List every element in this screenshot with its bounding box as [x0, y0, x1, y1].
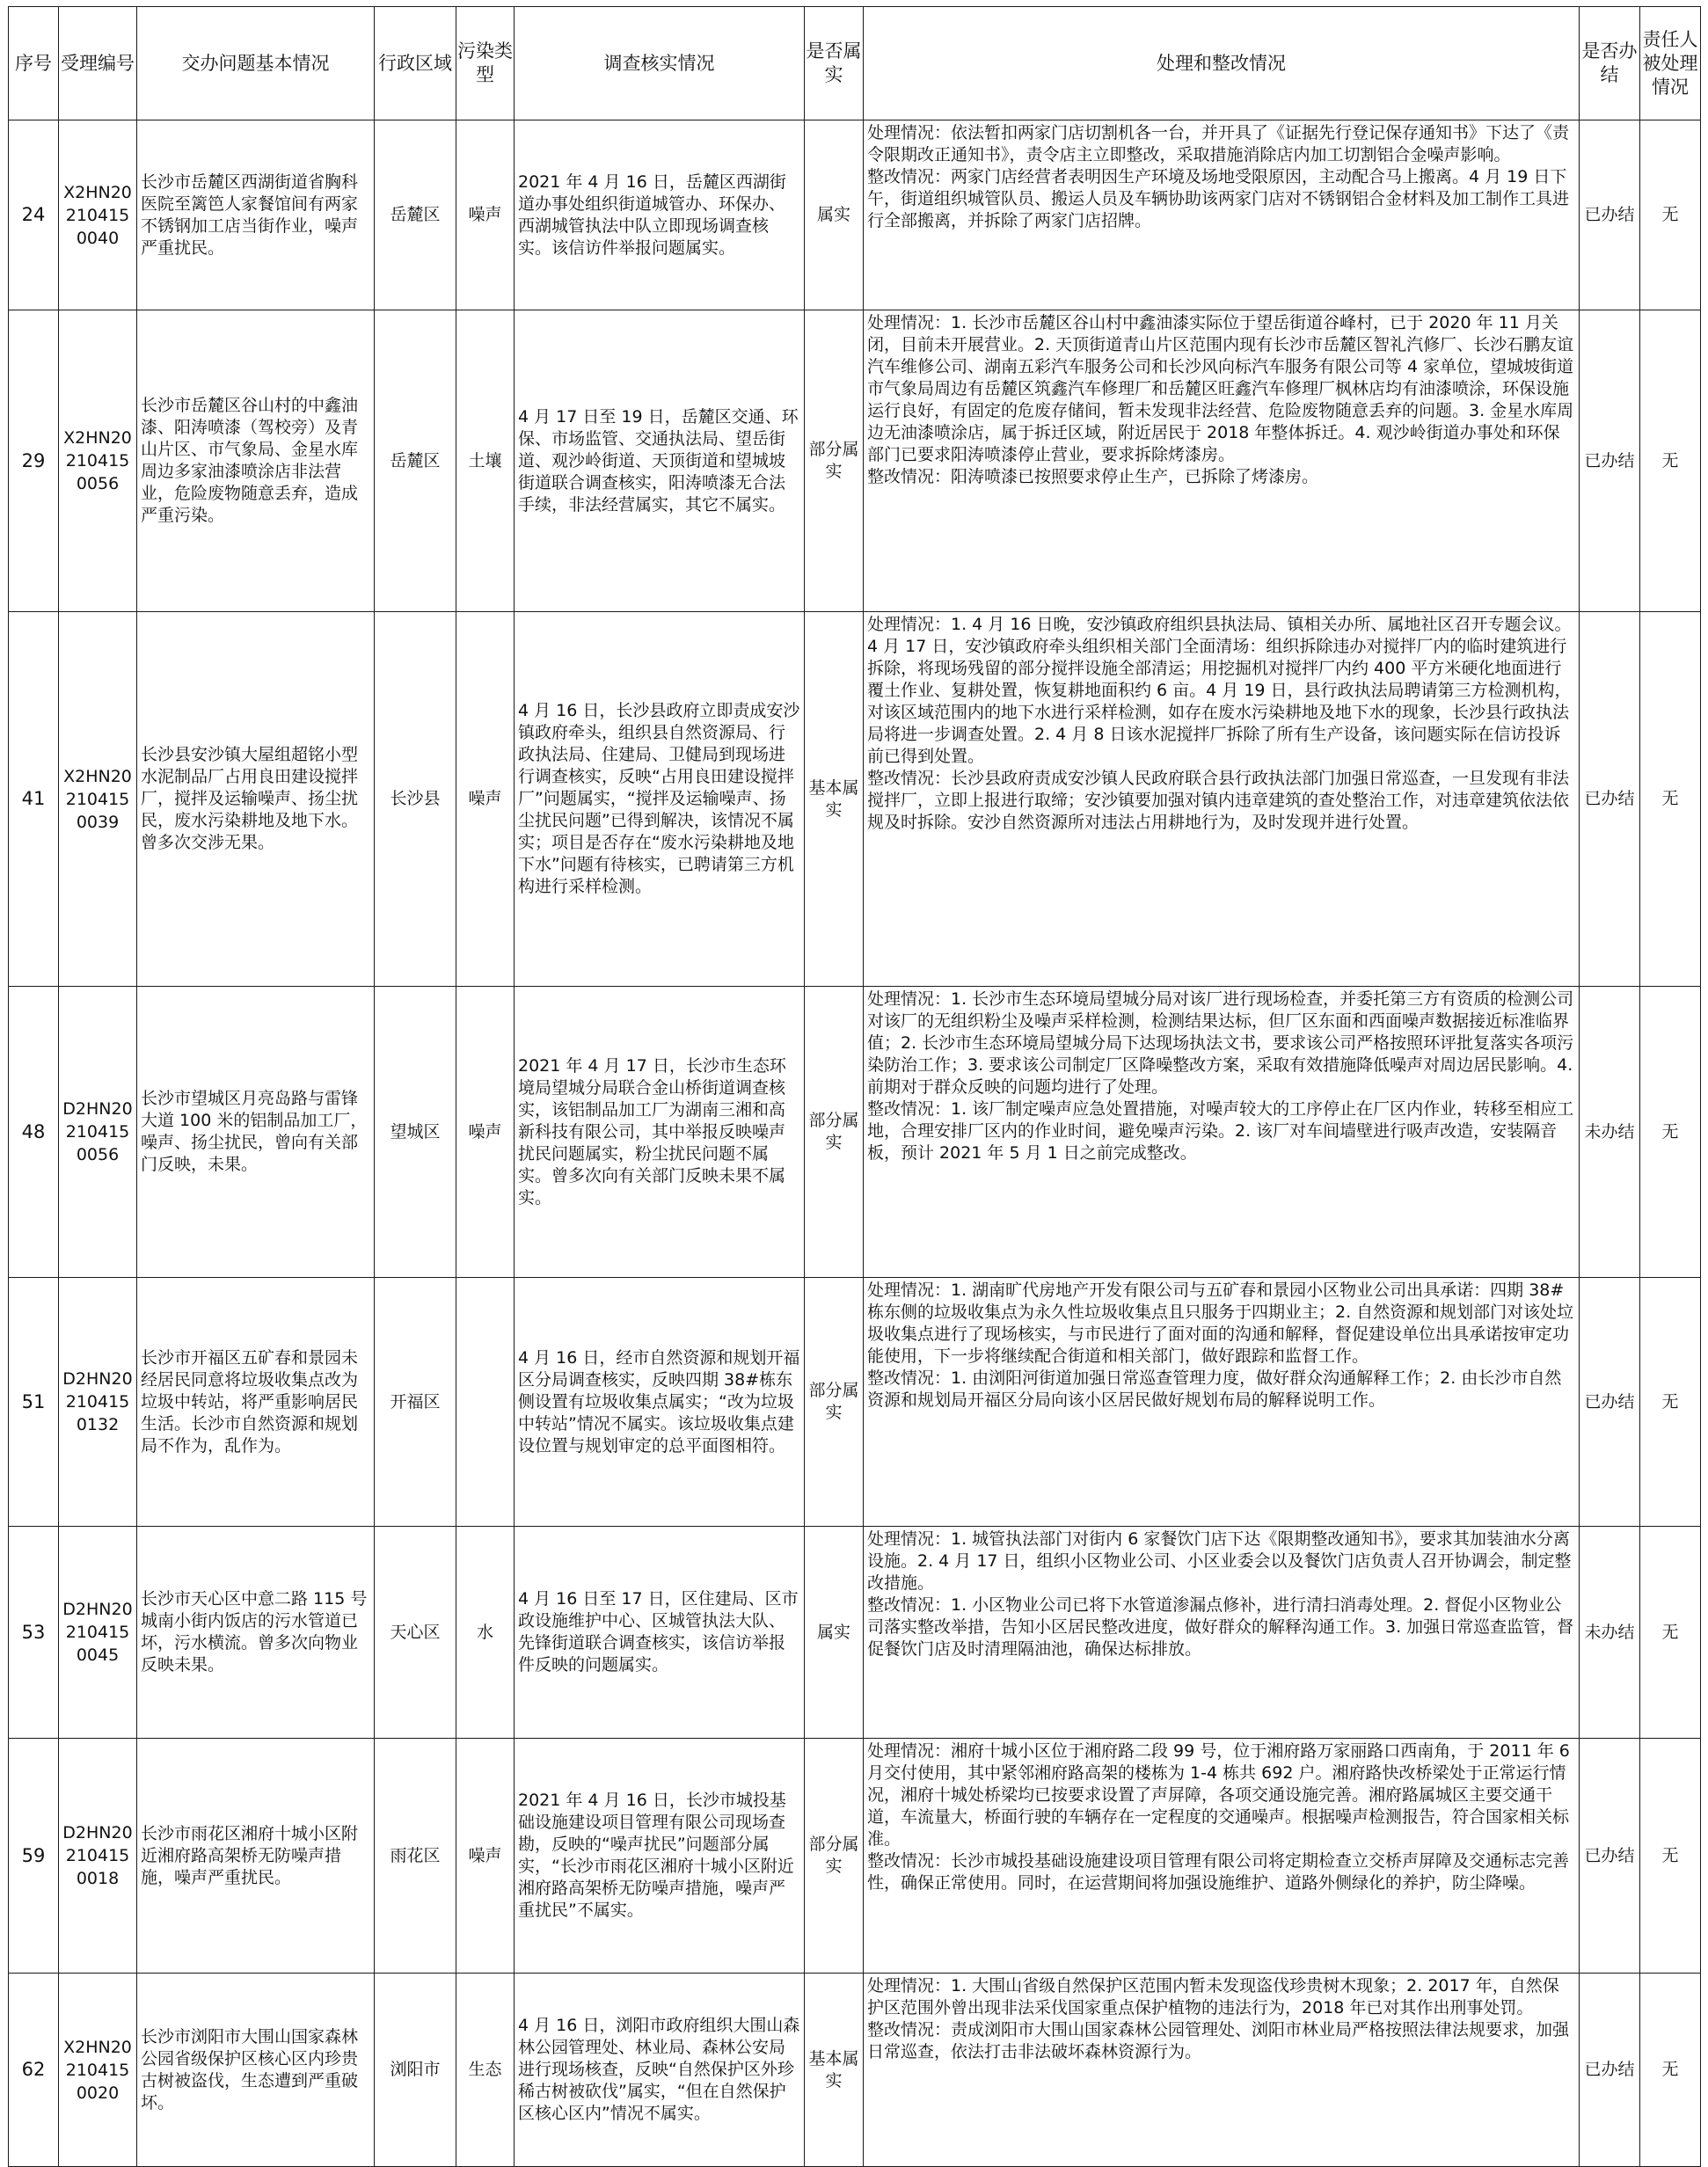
- cell-code: X2HN20210415 0020: [59, 1974, 137, 2167]
- cell-is-true: 部分属实: [805, 1278, 864, 1527]
- cell-seq: 29: [9, 310, 59, 612]
- cell-code: D2HN20210415 0056: [59, 987, 137, 1278]
- cell-completed: 已办结: [1580, 310, 1640, 612]
- handling-process: 处理情况：1. 城管执法部门对街内 6 家餐饮门店下达《限期整改通知书》，要求其加装油水分离设施。2. 4 月 17 日，组织小区物业公司、小区业委会以及餐饮门店负责人召开协调会，制定整改措施。: [867, 1529, 1572, 1593]
- cell-handling: [864, 1527, 1580, 1739]
- cell-code: D2HN20210415 0018: [59, 1739, 137, 1974]
- cell-accountability: 无: [1640, 987, 1701, 1278]
- cell-is-true: 部分属实: [805, 1739, 864, 1974]
- handling-rectification: 整改情况：长沙县政府责成安沙镇人民政府联合县行政执法部门加强日常巡查，一旦发现有非法搅拌厂，立即上报进行取缔；安沙镇要加强对镇内违章建筑的查处整治工作，对违章建筑依法依规及时拆除。安沙自然资源所对违法占用耕地行为，及时发现并进行处置。: [867, 769, 1570, 832]
- cell-problem: 长沙市望城区月亮岛路与雷锋大道 100 米的铝制品加工厂，噪声、扬尘扰民，曾向有关部门反映，未果。: [137, 987, 375, 1278]
- table-row: [9, 120, 1701, 310]
- cell-handling: [864, 120, 1580, 310]
- cell-pollution: 土壤: [456, 310, 515, 612]
- cell-investigation: 4 月 17 日至 19 日，岳麓区交通、环保、市场监管、交通执法局、望岳街道、观沙岭街道、天顶街道和望城坡街道联合调查核实，阳涛喷漆无合法手续，非法经营属实，其它不属实。: [515, 310, 805, 612]
- cell-is-true: 基本属实: [805, 612, 864, 987]
- cell-seq: 51: [9, 1278, 59, 1527]
- cell-accountability: 无: [1640, 1527, 1701, 1739]
- cell-accountability: 无: [1640, 612, 1701, 987]
- cell-handling: [864, 1974, 1580, 2167]
- cell-seq: 53: [9, 1527, 59, 1739]
- cell-district: 雨花区: [375, 1739, 456, 1974]
- cell-district: 浏阳市: [375, 1974, 456, 2167]
- cell-completed: 未办结: [1580, 1527, 1640, 1739]
- cell-district: 岳麓区: [375, 310, 456, 612]
- cell-pollution: [456, 1278, 515, 1527]
- cell-completed: 已办结: [1580, 1739, 1640, 1974]
- header-code: 受理编号: [59, 7, 137, 120]
- cell-handling: [864, 987, 1580, 1278]
- cell-seq: 48: [9, 987, 59, 1278]
- cell-accountability: 无: [1640, 1278, 1701, 1527]
- table-row: [9, 612, 1701, 987]
- header-investigation: 调查核实情况: [515, 7, 805, 120]
- cell-is-true: 基本属实: [805, 1974, 864, 2167]
- cell-investigation: 4 月 16 日，长沙县政府立即责成安沙镇政府牵头，组织县自然资源局、行政执法局、住建局、卫健局到现场进行调查核实，反映“占用良田建设搅拌厂”问题属实，“搅拌及运输噪声、扬尘扰民问题”已得到解决，该情况不属实；项目是否存在“废水污染耕地及地下水”问题有待核实，已聘请第三方机构进行采样检测。: [515, 612, 805, 987]
- handling-rectification: 整改情况：1. 由浏阳河街道加强日常巡查管理力度，做好群众沟通解释工作；2. 由长沙市自然资源和规划局开福区分局向该小区居民做好规划布局的解释说明工作。: [867, 1368, 1562, 1410]
- header-pollution: 污染类型: [456, 7, 515, 120]
- cell-pollution: 生态: [456, 1974, 515, 2167]
- cell-pollution: 噪声: [456, 612, 515, 987]
- cell-problem: 长沙县安沙镇大屋组超铭小型水泥制品厂占用良田建设搅拌厂，搅拌及运输噪声、扬尘扰民，废水污染耕地及地下水。曾多次交涉无果。: [137, 612, 375, 987]
- table-row: [9, 1278, 1701, 1527]
- cell-handling: [864, 1278, 1580, 1527]
- cell-code: D2HN20210415 0132: [59, 1278, 137, 1527]
- cell-is-true: 部分属实: [805, 987, 864, 1278]
- cell-pollution: 噪声: [456, 1739, 515, 1974]
- cell-accountability: 无: [1640, 120, 1701, 310]
- cell-seq: 41: [9, 612, 59, 987]
- handling-process: 处理情况：1. 湖南旷代房地产开发有限公司与五矿春和景园小区物业公司出具承诺：四期 38#栋东侧的垃圾收集点为永久性垃圾收集点且只服务于四期业主；2. 自然资源和规划部门对该处垃圾收集点进行了现场核实，与市民进行了面对面的沟通和解释，督促建设单位出具承诺按审定功能使用，下一步将继续配合街道和相关部门，做好跟踪和监督工作。: [867, 1280, 1574, 1366]
- cell-code: D2HN20210415 0045: [59, 1527, 137, 1739]
- cell-district: 岳麓区: [375, 120, 456, 310]
- cell-accountability: 无: [1640, 1974, 1701, 2167]
- handling-rectification: 整改情况：责成浏阳市大围山国家森林公园管理处、浏阳市林业局严格按照法律法规要求，加强日常巡查，依法打击非法破坏森林资源行为。: [867, 2020, 1570, 2061]
- cell-is-true: 部分属实: [805, 310, 864, 612]
- cell-district: 长沙县: [375, 612, 456, 987]
- cell-district: 天心区: [375, 1527, 456, 1739]
- header-district: 行政区域: [375, 7, 456, 120]
- handling-process: 处理情况：1. 长沙市生态环境局望城分局对该厂进行现场检查，并委托第三方有资质的检测公司对该厂的无组织粉尘及噪声采样检测，检测结果达标，但厂区东面和西面噪声数据接近标准临界值；2. 长沙市生态环境局望城分局下达现场执法文书，要求该公司严格按照环评批复落实各项污染防治工作；3. 要求该公司制定厂区降噪整改方案，采取有效措施降低噪声对周边居民影响。4. 前期对于群众反映的问题均进行了处理。: [867, 989, 1574, 1097]
- cell-handling: [864, 612, 1580, 987]
- handling-rectification: 整改情况：阳涛喷漆已按照要求停止生产，已拆除了烤漆房。: [867, 467, 1319, 486]
- handling-process: 处理情况：湘府十城小区位于湘府路二段 99 号，位于湘府路万家丽路口西南角，于 2011 年 6 月交付使用，其中紧邻湘府路高架的楼栋为 1-4 栋共 692 户。湘府路快改桥梁处于正常运行情况，湘府十城处桥梁均已按要求设置了声屏障，各项交通设施完善。湘府路属城区主要交通干道，车流量大，桥面行驶的车辆存在一定程度的交通噪声。根据噪声检测报告，符合国家相关标准。: [867, 1741, 1570, 1849]
- handling-rectification: 整改情况：1. 小区物业公司已将下水管道渗漏点修补，进行清扫消毒处理。2. 督促小区物业公司落实整改举措，告知小区居民整改进度，做好群众的解释沟通工作。3. 加强日常巡查监管，督促餐饮门店及时清理隔油池，确保达标排放。: [867, 1595, 1574, 1659]
- handling-rectification: 整改情况：1. 该厂制定噪声应急处置措施，对噪声较大的工序停止在厂区内作业，转移至相应工地，合理安排厂区内的作业时间，避免噪声污染。2. 该厂对车间墙壁进行吸声改造，安装隔音板，预计 2021 年 5 月 1 日之前完成整改。: [867, 1099, 1574, 1163]
- cell-completed: 未办结: [1580, 987, 1640, 1278]
- cell-accountability: 无: [1640, 310, 1701, 612]
- cell-seq: 62: [9, 1974, 59, 2167]
- cell-is-true: 属实: [805, 1527, 864, 1739]
- cell-investigation: 2021 年 4 月 16 日，岳麓区西湖街道办事处组织街道城管办、环保办、西湖城管执法中队立即现场调查核实。该信访件举报问题属实。: [515, 120, 805, 310]
- cell-handling: [864, 1739, 1580, 1974]
- cell-completed: 已办结: [1580, 612, 1640, 987]
- cell-handling: [864, 310, 1580, 612]
- cell-code: X2HN20210415 0056: [59, 310, 137, 612]
- cell-investigation: 2021 年 4 月 16 日，长沙市城投基础设施建设项目管理有限公司现场查勘，反映的“噪声扰民”问题部分属实，“长沙市雨花区湘府十城小区附近湘府路高架桥无防噪声措施，噪声严重扰民”不属实。: [515, 1739, 805, 1974]
- header-handling: 处理和整改情况: [864, 7, 1580, 120]
- table-row: [9, 987, 1701, 1278]
- header-problem: 交办问题基本情况: [137, 7, 375, 120]
- cell-pollution: 噪声: [456, 987, 515, 1278]
- cell-completed: 已办结: [1580, 1278, 1640, 1527]
- table-row: [9, 310, 1701, 612]
- cell-completed: 已办结: [1580, 120, 1640, 310]
- header-seq: 序号: [9, 7, 59, 120]
- header-completed: 是否办结: [1580, 7, 1640, 120]
- cell-problem: 长沙市开福区五矿春和景园未经居民同意将垃圾收集点改为垃圾中转站，将严重影响居民生活。长沙市自然资源和规划局不作为，乱作为。: [137, 1278, 375, 1527]
- cell-code: X2HN20210415 0040: [59, 120, 137, 310]
- cell-investigation: 2021 年 4 月 17 日，长沙市生态环境局望城分局联合金山桥街道调查核实，该铝制品加工厂为湖南三湘和高新科技有限公司，其中举报反映噪声扰民问题属实，粉尘扰民问题不属实。曾多次向有关部门反映未果不属实。: [515, 987, 805, 1278]
- cell-is-true: 属实: [805, 120, 864, 310]
- handling-rectification: 整改情况：长沙市城投基础设施建设项目管理有限公司将定期检查立交桥声屏障及交通标志完善性，确保正常使用。同时，在运营期间将加强设施维护、道路外侧绿化的养护，防尘降噪。: [867, 1851, 1570, 1893]
- header-row: [9, 7, 1701, 120]
- cell-problem: 长沙市天心区中意二路 115 号城南小街内饭店的污水管道已坏，污水横流。曾多次向物业反映未果。: [137, 1527, 375, 1739]
- cell-investigation: 4 月 16 日，经市自然资源和规划开福区分局调查核实，反映四期 38#栋东侧设置有垃圾收集点属实；“改为垃圾中转站”情况不属实。该垃圾收集点建设位置与规划审定的总平面图相符。: [515, 1278, 805, 1527]
- cell-pollution: 水: [456, 1527, 515, 1739]
- handling-rectification: 整改情况：两家门店经营者表明因生产环境及场地受限原因，主动配合马上搬离。4 月 19 日下午，街道组织城管队员、搬运人员及车辆协助该两家门店对不锈钢铝合金材料及加工制作工具进行全部搬离，并拆除了两家门店招牌。: [867, 167, 1570, 230]
- cell-accountability: 无: [1640, 1739, 1701, 1974]
- cell-problem: 长沙市岳麓区谷山村的中鑫油漆、阳涛喷漆（驾校旁）及青山片区、市气象局、金星水库周边多家油漆喷涂店非法营业，危险废物随意丢弃，造成严重污染。: [137, 310, 375, 612]
- cell-completed: 已办结: [1580, 1974, 1640, 2167]
- table-row: [9, 1527, 1701, 1739]
- cell-district: 开福区: [375, 1278, 456, 1527]
- cell-problem: 长沙市浏阳市大围山国家森林公园省级保护区核心区内珍贵古树被盗伐，生态遭到严重破坏。: [137, 1974, 375, 2167]
- handling-process: 处理情况：1. 长沙市岳麓区谷山村中鑫油漆实际位于望岳街道谷峰村，已于 2020 年 11 月关闭，目前未开展营业。2. 天顶街道青山片区范围内现有长沙市岳麓区智礼汽修厂、长沙石鹏友谊汽车维修公司、湖南五彩汽车服务公司和长沙风向标汽车服务有限公司等 4 家单位，望城坡街道市气象局周边有岳麓区筑鑫汽车修理厂和岳麓区旺鑫汽车修理厂枫林店均有油漆喷涂，环保设施运行良好，有固定的危废存储间，暂未发现非法经营、危险废物随意丢弃的问题。3. 金星水库周边无油漆喷涂店，属于拆迁区域，附近居民于 2018 年整体拆迁。4. 观沙岭街道办事处和环保部门已要求阳涛喷漆停止营业，要求拆除烤漆房。: [867, 313, 1574, 464]
- cell-problem: 长沙市岳麓区西湖街道省胸科医院至篱笆人家餐馆间有两家不锈钢加工店当街作业，噪声严重扰民。: [137, 120, 375, 310]
- cell-investigation: 4 月 16 日，浏阳市政府组织大围山森林公园管理处、林业局、森林公安局进行现场核查，反映“自然保护区外珍稀古树被砍伐”属实，“但在自然保护区核心区内”情况不属实。: [515, 1974, 805, 2167]
- table-row: [9, 1974, 1701, 2167]
- header-accountability: 责任人被处理情况: [1640, 7, 1701, 120]
- cell-seq: 59: [9, 1739, 59, 1974]
- table-row: [9, 1739, 1701, 1974]
- complaint-table: [8, 6, 1701, 2167]
- cell-district: 望城区: [375, 987, 456, 1278]
- handling-process: 处理情况：1. 4 月 16 日晚，安沙镇政府组织县执法局、镇相关办所、属地社区召开专题会议。4 月 17 日，安沙镇政府牵头组织相关部门全面清场：组织拆除违办对搅拌厂内的临时建筑进行拆除，将现场残留的部分搅拌设施全部清运；用挖掘机对搅拌厂内约 400 平方米硬化地面进行覆土作业、复耕处置，恢复耕地面积约 6 亩。4 月 19 日，县行政执法局聘请第三方检测机构，对该区域范围内的地下水进行采样检测，如存在废水污染耕地及地下水的现象，长沙县行政执法局将进一步调查处置。2. 4 月 8 日该水泥搅拌厂拆除了所有生产设备，该问题实际在信访投诉前已得到处置。: [867, 615, 1572, 766]
- header-is-true: 是否属实: [805, 7, 864, 120]
- cell-problem: 长沙市雨花区湘府十城小区附近湘府路高架桥无防噪声措施，噪声严重扰民。: [137, 1739, 375, 1974]
- handling-process: 处理情况：依法暂扣两家门店切割机各一台，并开具了《证据先行登记保存通知书》下达了《责令限期改正通知书》，责令店主立即整改，采取措施消除店内加工切割铝合金噪声影响。: [867, 123, 1570, 164]
- cell-pollution: 噪声: [456, 120, 515, 310]
- cell-code: X2HN20210415 0039: [59, 612, 137, 987]
- cell-investigation: 4 月 16 日至 17 日，区住建局、区市政设施维护中心、区城管执法大队、先锋街道联合调查核实，该信访举报件反映的问题属实。: [515, 1527, 805, 1739]
- handling-process: 处理情况：1. 大围山省级自然保护区范围内暂未发现盗伐珍贵树木现象；2. 2017 年，自然保护区范围外曾出现非法采伐国家重点保护植物的违法行为，2018 年已对其作出刑事处罚。: [867, 1976, 1559, 2017]
- cell-seq: 24: [9, 120, 59, 310]
